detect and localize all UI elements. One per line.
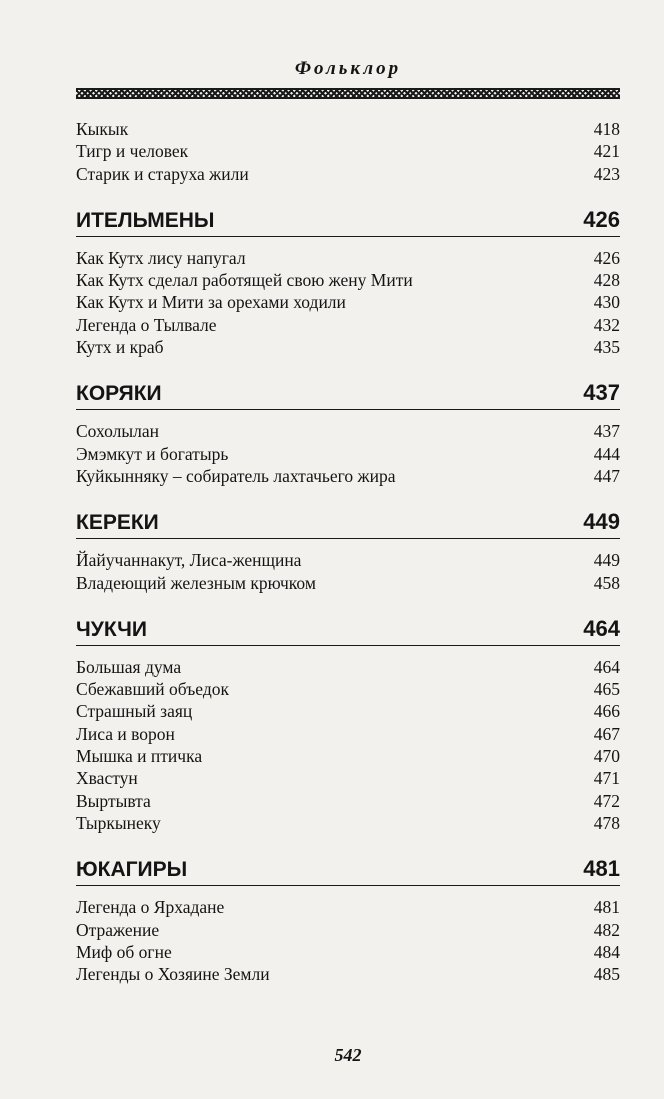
entry-title: Сохолылан [76, 421, 159, 442]
toc-section [76, 185, 620, 358]
entry-page: 470 [593, 746, 620, 767]
entry-page: 466 [593, 701, 620, 722]
entry-title: Йайучаннакут, Лиса-женщина [76, 550, 302, 571]
section-title: КОРЯКИ [76, 382, 162, 406]
entry-page: 465 [593, 679, 620, 700]
toc-entry[interactable] [76, 291, 620, 313]
entry-title: Легенды о Хозяине Земли [76, 964, 270, 985]
toc-entry[interactable] [76, 420, 620, 442]
section-heading [76, 856, 620, 886]
entry-page: 482 [593, 919, 620, 940]
toc-entry[interactable] [76, 118, 620, 140]
entry-page: 447 [593, 465, 620, 486]
toc-entry[interactable] [76, 678, 620, 700]
ornamental-rule [76, 88, 620, 99]
section-title: ИТЕЛЬМЕНЫ [76, 208, 215, 232]
entry-page: 472 [593, 790, 620, 811]
toc-entry[interactable] [76, 572, 620, 594]
toc-entry[interactable] [76, 140, 620, 162]
entry-page: 430 [593, 292, 620, 313]
toc-entry[interactable] [76, 443, 620, 465]
toc-entry[interactable] [76, 336, 620, 358]
section-page: 426 [583, 206, 620, 232]
page-number: 542 [334, 1045, 362, 1065]
entry-page: 426 [593, 247, 620, 268]
entry-title: Отражение [76, 919, 160, 940]
entry-title: Выртывта [76, 790, 151, 811]
entry-title: Кыкык [76, 119, 129, 139]
entry-title: Тигр и человек [76, 141, 189, 162]
entry-page: 467 [593, 723, 620, 744]
entry-title: Владеющий железным крючком [76, 572, 316, 593]
toc-entry[interactable] [76, 247, 620, 269]
toc-entry[interactable] [76, 163, 620, 185]
entry-page: 464 [593, 656, 620, 677]
entry-page: 435 [593, 337, 620, 358]
section-heading [76, 207, 620, 237]
entry-title: Миф об огне [76, 941, 172, 962]
section-heading [76, 509, 620, 539]
toc-entry[interactable] [76, 812, 620, 834]
entry-title: Сбежавший объедок [76, 679, 229, 700]
entry-page: 478 [593, 812, 620, 833]
entry-title: Куйкынняку – собиратель лахтачьего жира [76, 465, 396, 486]
toc-entry[interactable] [76, 656, 620, 678]
entry-page: 471 [593, 768, 620, 789]
entry-title: Легенда о Тылвале [76, 314, 217, 335]
section-page: 449 [583, 509, 620, 535]
entry-title: Хвастун [76, 768, 138, 789]
toc-entry[interactable] [76, 963, 620, 985]
table-of-contents [76, 118, 620, 985]
entry-page: 432 [593, 314, 620, 335]
entry-title: Легенда о Ярхадане [76, 897, 225, 918]
entry-page: 437 [593, 421, 620, 442]
toc-entry[interactable] [76, 723, 620, 745]
entry-page: 428 [593, 270, 620, 291]
toc-section [76, 487, 620, 594]
toc-section [76, 594, 620, 834]
entry-title: Кутх и краб [76, 337, 164, 358]
entry-page: 421 [593, 141, 620, 162]
entry-title: Тыркынеку [76, 812, 161, 833]
entry-title: Старик и старуха жили [76, 163, 249, 184]
section-title: ЮКАГИРЫ [76, 858, 188, 882]
section-title: КЕРЕКИ [76, 511, 159, 535]
entry-title: Как Кутх и Мити за орехами ходили [76, 292, 346, 313]
entry-title: Эмэмкут и богатырь [76, 443, 229, 464]
toc-entry[interactable] [76, 549, 620, 571]
entry-title: Как Кутх лису напугал [76, 247, 246, 268]
toc-entry[interactable] [76, 896, 620, 918]
toc-section [76, 358, 620, 487]
toc-section [76, 834, 620, 985]
section-page: 464 [583, 615, 620, 641]
section-gap [76, 834, 620, 856]
toc-entry[interactable] [76, 767, 620, 789]
toc-entry[interactable] [76, 941, 620, 963]
toc-entry[interactable] [76, 700, 620, 722]
toc-entry[interactable] [76, 465, 620, 487]
toc-section [76, 118, 620, 185]
entry-page: 418 [593, 119, 620, 139]
entry-title: Страшный заяц [76, 701, 193, 722]
toc-entry[interactable] [76, 919, 620, 941]
toc-entry[interactable] [76, 745, 620, 767]
section-gap [76, 358, 620, 380]
entry-page: 485 [593, 964, 620, 985]
section-page: 437 [583, 380, 620, 406]
entry-title: Как Кутх сделал работящей свою жену Мити [76, 270, 413, 291]
toc-entry[interactable] [76, 269, 620, 291]
entry-page: 484 [593, 941, 620, 962]
section-gap [76, 487, 620, 509]
toc-entry[interactable] [76, 314, 620, 336]
entry-page: 423 [593, 163, 620, 184]
toc-entry[interactable] [76, 790, 620, 812]
entry-title: Большая дума [76, 656, 182, 677]
section-gap [76, 185, 620, 207]
entry-page: 458 [593, 572, 620, 593]
entry-page: 444 [593, 443, 620, 464]
section-page: 481 [583, 856, 620, 882]
section-heading [76, 380, 620, 410]
section-gap [76, 594, 620, 616]
running-head: Фольклор [294, 58, 402, 79]
section-title: ЧУКЧИ [76, 617, 148, 641]
entry-title: Лиса и ворон [76, 723, 175, 744]
entry-title: Мышка и птичка [76, 746, 203, 767]
section-heading [76, 616, 620, 646]
entry-page: 449 [593, 550, 620, 571]
entry-page: 481 [593, 897, 620, 918]
